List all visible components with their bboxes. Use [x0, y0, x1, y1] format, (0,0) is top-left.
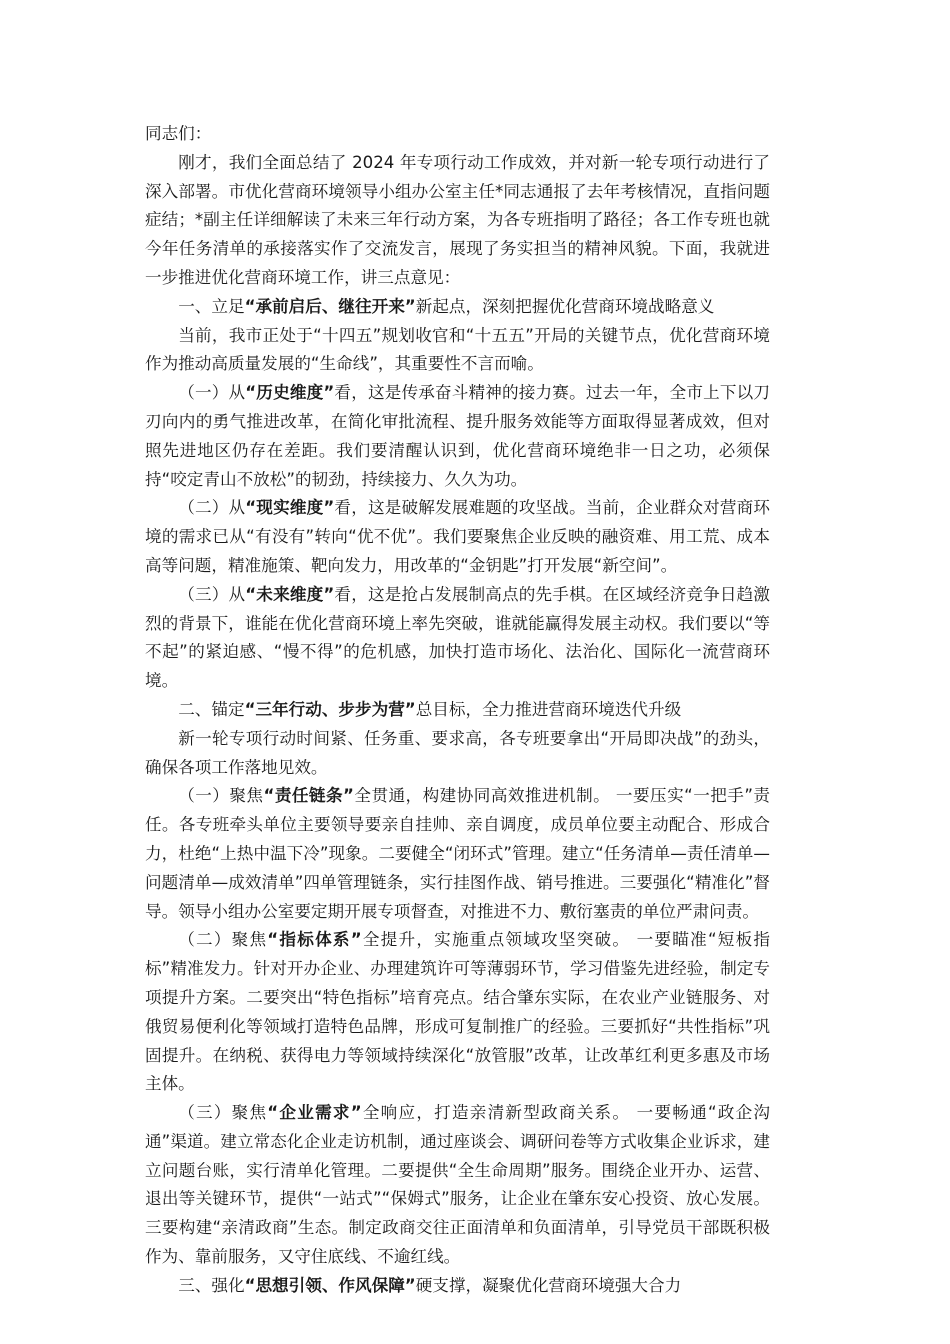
heading-bold-phrase: “思想引领、作风保障” [244, 1275, 416, 1295]
item-body: 全贯通，构建协同高效推进机制。 一要压实“一把手”责任。各专班牵头单位主要领导要亲自挂帅、亲自调度，成员单位要主动配合、形成合力，杜绝“上热中温下冷”现象。二要健全“闭环式”管理。建立“任务清单—责任清单—问题清单—成效清单”四单管理链条，实行挂图作战、销号推进。三要强化“精准化”督导。领导小组办公室要定期开展专项督查，对推进不力、敷衍塞责的单位严肃问责。 [145, 786, 770, 921]
heading-bold-phrase: “承前启后、继往开来” [244, 296, 416, 316]
section-1-intro: 当前，我市正处于“十四五”规划收官和“十五五”开局的关键节点，优化营商环境作为推动高质量发展的“生命线”，其重要性不言而喻。 [145, 325, 770, 374]
item-prefix: （一）聚焦 [178, 786, 264, 806]
item-prefix: （一）从 [178, 383, 246, 403]
heading-prefix: 三、强化 [178, 1275, 245, 1295]
section-1-item-2 [145, 494, 770, 580]
item-body: 全提升，实施重点领域攻坚突破。 一要瞄准“短板指标”精准发力。针对开办企业、办理建筑许可等薄弱环节，学习借鉴先进经验，制定专项提升方案。二要突出“特色指标”培育亮点。结合肇东实际，在农业产业链服务、对俄贸易便利化等领域打造特色品牌，形成可复制推广的经验。三要抓好“共性指标”巩固提升。在纳税、获得电力等领域持续深化“放管服”改革，让改革红利更多惠及市场主体。 [145, 930, 771, 1094]
section-1-item-3 [145, 581, 770, 696]
item-bold-phrase: “现实维度” [245, 498, 335, 518]
item-body: 看，这是破解发展难题的攻坚战。当前，企业群众对营商环境的需求已从“有没有”转向“优不优”。我们要聚焦企业反映的融资难、用工荒、成本高等问题，精准施策、靶向发力，用改革的“金钥匙”打开发展“新空间”。 [145, 498, 771, 575]
section-2-intro: 新一轮专项行动时间紧、任务重、要求高，各专班要拿出“开局即决战”的劲头，确保各项工作落地见效。 [145, 728, 770, 777]
heading-suffix: 总目标，全力推进营商环境迭代升级 [415, 699, 682, 719]
item-bold-phrase: “指标体系” [267, 930, 362, 950]
section-2-item-2 [145, 926, 770, 1099]
item-prefix: （三）聚焦 [178, 1103, 268, 1123]
item-bold-phrase: “企业需求” [267, 1103, 362, 1123]
heading-suffix: 硬支撑，凝聚优化营商环境强大合力 [415, 1275, 682, 1295]
heading-prefix: 一、立足 [178, 296, 245, 316]
item-prefix: （二）从 [178, 498, 246, 518]
section-heading-2 [145, 696, 770, 725]
opening-paragraph: 刚才，我们全面总结了 2024 年专项行动工作成效，并对新一轮专项行动进行了深入部署。市优化营商环境领导小组办公室主任*同志通报了去年考核情况，直指问题症结；*副主任详细解读了未来三年行动方案，为各专班指明了路径；各工作专班也就今年任务清单的承接落实作了交流发言，展现了务实担当的精神风貌。下面，我就进一步推进优化营商环境工作，讲三点意见： [145, 152, 770, 287]
section-1-item-1 [145, 379, 770, 494]
heading-bold-phrase: “三年行动、步步为营” [244, 699, 416, 719]
section-heading-3 [145, 1272, 770, 1301]
heading-prefix: 二、锚定 [178, 699, 245, 719]
item-bold-phrase: “未来维度” [245, 584, 335, 604]
salutation: 同志们： [145, 124, 212, 143]
item-body: 全响应，打造亲清新型政商关系。 一要畅通“政企沟通”渠道。建立常态化企业走访机制，通过座谈会、调研问卷等方式收集企业诉求，建立问题台账，实行清单化管理。二要提供“全生命周期”服务。围绕企业开办、运营、退出等关键环节，提供“一站式”“保姆式”服务，让企业在肇东安心投资、放心发展。三要构建“亲清政商”生态。制定政商交往正面清单和负面清单，引导党员干部既积极作为、靠前服务，又守住底线、不逾红线。 [145, 1103, 771, 1267]
item-prefix: （三）从 [178, 584, 246, 604]
item-prefix: （二）聚焦 [178, 930, 268, 950]
section-2-item-1 [145, 782, 770, 926]
item-body: 看，这是传承奋斗精神的接力赛。过去一年，全市上下以刀刃向内的勇气推进改革，在简化审批流程、提升服务效能等方面取得显著成效，但对照先进地区仍存在差距。我们要清醒认识到，优化营商环境绝非一日之功，必须保持“咬定青山不放松”的韧劲，持续接力、久久为功。 [145, 383, 771, 489]
heading-suffix: 新起点，深刻把握优化营商环境战略意义 [415, 296, 715, 316]
section-2-item-3 [145, 1099, 770, 1272]
item-bold-phrase: “责任链条” [263, 786, 354, 806]
section-heading-1 [145, 293, 770, 322]
item-body: 看，这是抢占发展制高点的先手棋。在区域经济竞争日趋激烈的背景下，谁能在优化营商环境上率先突破，谁就能赢得发展主动权。我们要以“等不起”的紧迫感、“慢不得”的危机感，加快打造市场化、法治化、国际化一流营商环境。 [145, 584, 771, 691]
item-bold-phrase: “历史维度” [245, 383, 335, 403]
